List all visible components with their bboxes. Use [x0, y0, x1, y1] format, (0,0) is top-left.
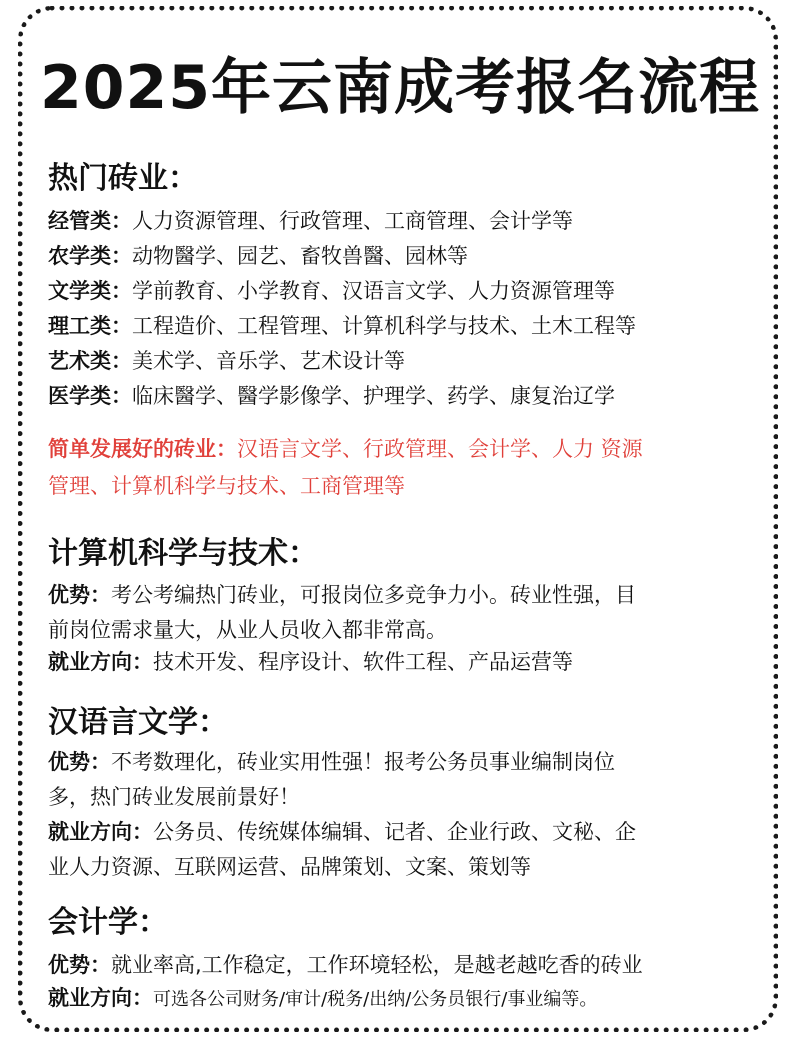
advantage-line: 多，热门砖业发展前景好！	[48, 785, 300, 809]
advantage-line: 前岗位需求量大，从业人员收入都非常高。	[48, 618, 447, 642]
section-heading-computer-science: 计算机科学与技术：	[48, 536, 318, 571]
direction-label: 就业方向：	[48, 650, 153, 674]
direction-text: 技术开发、程序设计、软件工程、产品运营等	[153, 650, 573, 674]
item-text: 动物醫学、园艺、畜牧兽醫、园林等	[132, 244, 468, 268]
direction-text: 可选各公司财务/审计/税务/出纳/公务员银行/事业编等。	[153, 989, 598, 1010]
item-label: 医学类：	[48, 384, 132, 408]
advantage-text: 就业率高,工作稳定，工作环境轻松，是越老越吃香的砖业	[111, 953, 643, 977]
list-item	[48, 351, 405, 372]
item-text: 美术学、音乐学、艺术设计等	[132, 349, 405, 373]
item-text: 人力资源管理、行政管理、工商管理、会计学等	[132, 209, 573, 233]
page-title: 2025年云南成考报名流程	[40, 53, 760, 123]
item-text: 学前教育、小学教育、汉语言文学、人力资源管理等	[132, 279, 615, 303]
advantage-text: 不考数理化，砖业实用性强！报考公务员事业编制岗位	[111, 750, 615, 774]
direction-line: 业人力资源、互联网运营、品牌策划、文案、策划等	[48, 855, 531, 879]
section-heading-chinese-literature: 汉语言文学：	[48, 705, 228, 740]
advantage-label: 优势：	[48, 583, 111, 607]
item-label: 文学类：	[48, 279, 132, 303]
easy-majors-line: 管理、计算机科学与技术、工商管理等	[48, 474, 405, 498]
easy-majors-text: 汉语言文学、行政管理、会计学、人力 资源	[237, 437, 643, 461]
item-text: 工程造价、工程管理、计算机科学与技术、土木工程等	[132, 314, 636, 338]
list-item	[48, 211, 573, 232]
direction-line	[48, 822, 636, 843]
item-label: 理工类：	[48, 314, 132, 338]
item-text: 临床醫学、醫学影像学、护理学、药学、康复治辽学	[132, 384, 615, 408]
easy-majors-line	[48, 439, 643, 460]
advantage-line	[48, 955, 643, 976]
list-item	[48, 316, 636, 337]
advantage-line	[48, 585, 636, 606]
advantage-label: 优势：	[48, 750, 111, 774]
item-label: 农学类：	[48, 244, 132, 268]
hot-majors-heading: 热门砖业：	[48, 161, 198, 196]
list-item	[48, 281, 615, 302]
list-item	[48, 246, 468, 267]
direction-line	[48, 988, 597, 1009]
advantage-label: 优势：	[48, 953, 111, 977]
easy-majors-label: 简单发展好的砖业：	[48, 437, 237, 461]
item-label: 经管类：	[48, 209, 132, 233]
direction-label: 就业方向：	[48, 986, 153, 1010]
section-heading-accounting: 会计学：	[48, 905, 168, 940]
item-label: 艺术类：	[48, 349, 132, 373]
advantage-text: 考公考编热门砖业，可报岗位多竞争力小。砖业性强，目	[111, 583, 636, 607]
advantage-line	[48, 752, 615, 773]
direction-text: 公务员、传统媒体编辑、记者、企业行政、文秘、企	[153, 820, 636, 844]
list-item	[48, 386, 615, 407]
direction-line	[48, 652, 573, 673]
direction-label: 就业方向：	[48, 820, 153, 844]
